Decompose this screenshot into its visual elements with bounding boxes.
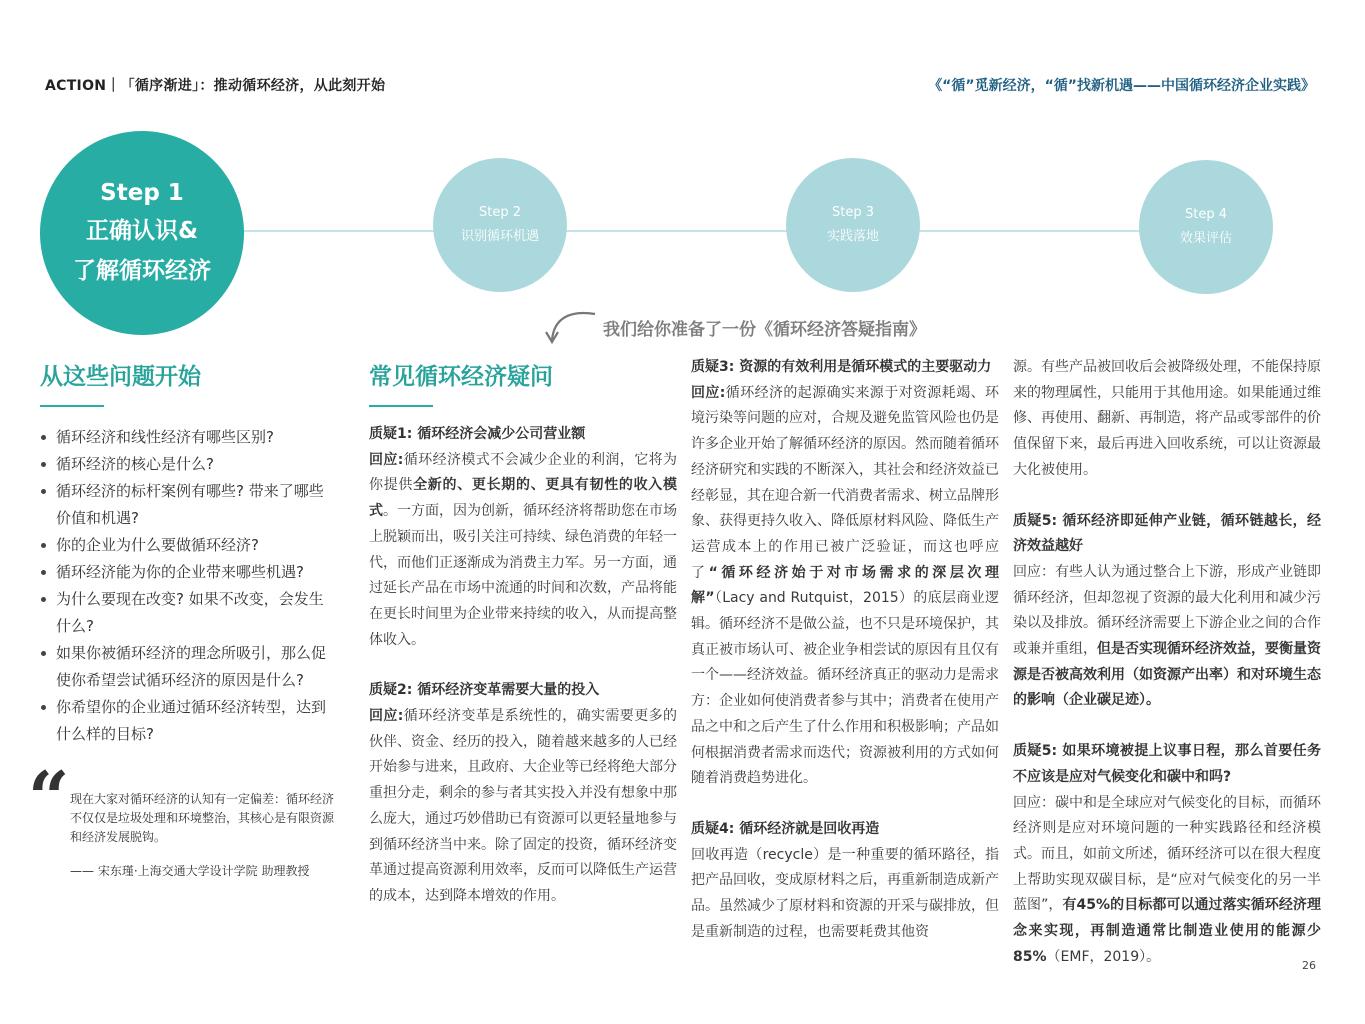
step-3-title: 实践落地 [826,229,879,244]
faq-title-underline [369,405,433,407]
faq-q3-answer-text1: 循环经济的起源确实来源于对资源耗竭、环境污染等问题的应对，合规及避免监管风险也仍是许多企业开始了解循环经济的原因。然而随着循环经济研究和实践的不断深入，其社会和经济效益已经彰显，其在迎合新一代消费者需求、树立品牌形象、获得更持久收入、降低原材料风险、降低生产运营成本上的作用已被广泛验证，而这也呼应了 [691,384,999,581]
list-item: 循环经济的标杆案例有哪些? 带来了哪些价值和机遇? [40,478,332,532]
step-2-label: Step 2 [478,205,521,220]
faq-q2-answer-prefix: 回应: [369,708,404,725]
faq-q6-answer-bold: 有45%的目标都可以通过落实循环经济理念来实现，再制造通常比制造业使用的能源少 85% [1013,897,1321,965]
faq-q3-answer [691,381,999,792]
faq-q1-answer [369,448,677,654]
page-number: 26 [1302,959,1316,972]
faq-column-1 [369,422,677,910]
step-3-label: Step 3 [831,205,874,220]
step-4-label: Step 4 [1184,207,1227,222]
step-2-title: 识别循环机遇 [460,229,539,244]
guide-callout: 我们给你准备了一份《循环经济答疑指南》 [603,320,926,340]
step-1-title-line1: 正确认识& [85,218,199,244]
faq-q5-answer [1013,560,1321,714]
faq-q5-answer-text: 回应：有些人认为通过整合上下游，形成产业链即循环经济，但却忽视了资源的最大化利用和减少污染以及排放。循环经济需要上下游企业之间的合作或兼并重组， [1013,563,1321,658]
step-1-title-line2: 了解循环经济 [73,258,211,284]
list-item: 循环经济的核心是什么? [40,451,332,478]
list-item: 为什么要现在改变? 如果不改变，会发生什么? [40,586,332,640]
faq-section-title: 常见循环经济疑问 [369,364,553,390]
quote-author: —— 宋东瑾·上海交通大学设计学院 助理教授 [70,864,310,878]
list-item: 如果你被循环经济的理念所吸引，那么促使你希望尝试循环经济的原因是什么? [40,640,332,694]
faq-q4-title: 质疑4: 循环经济就是回收再造 [691,820,880,837]
faq-q6-title: 质疑5: 如果环境被提上议事日程，那么首要任务不应该是应对气候变化和碳中和吗? [1013,743,1321,785]
faq-q6-answer [1013,791,1321,971]
faq-q3-answer-bold: “循环经济始于对市场需求的深层次理解” [691,564,999,607]
left-section-title: 从这些问题开始 [40,364,201,390]
faq-q5-answer-bold: 但是否实现循环经济效益，要衡量资源是否被高效利用（如资源产出率）和对环境生态的影响（企业碳足迹）。 [1013,641,1321,709]
faq-q1-answer-text2: 。一方面，因为创新，循环经济将帮助您在市场上脱颖而出，吸引关注可持续、绿色消费的年轻一代，而他们正逐渐成为消费主力军。另一方面，通过延长产品在市场中流通的时间和次数，产品将能在更长时间里为企业带来持续的收入，从而提高整体收入。 [369,503,677,648]
faq-q1-answer-bold: 全新的、更长期的、更具有韧性的收入模式 [369,477,678,520]
step-2-circle [433,158,567,292]
faq-q1-answer-text1: 循环经济模式不会减少企业的利润，它将为你提供 [369,451,677,494]
faq-column-2 [691,355,999,945]
step-4-title: 效果评估 [1179,231,1232,246]
step-4-circle [1139,160,1273,294]
faq-q4-answer-part2: 源。有些产品被回收后会被降级处理，不能保持原来的物理属性，只能用于其他用途。如果能通过维修、再使用、翻新、再制造，将产品或零部件的价值保留下来，最后再进入回收系统，可以让资源最大化被使用。 [1013,359,1321,478]
list-item: 你希望你的企业通过循环经济转型，达到什么样的目标? [40,694,332,748]
question-list [40,424,332,748]
faq-q1-title: 质疑1: 循环经济会减少公司营业额 [369,426,586,442]
curved-arrow-icon [540,306,600,346]
faq-q3-title: 质疑3: 资源的有效利用是循环模式的主要驱动力 [691,359,992,375]
faq-q2-title: 质疑2: 循环经济变革需要大量的投入 [369,682,600,699]
quote-text: 现在大家对循环经济的认知有一定偏差：循环经济不仅仅是垃圾处理和环境整治，其核心是有限资源和经济发展脱钩。 [70,792,335,844]
list-item: 循环经济和线性经济有哪些区别? [40,424,332,451]
faq-column-3 [1013,355,1321,970]
step-3-circle [786,158,920,292]
left-title-underline [40,405,104,407]
step-1-label: Step 1 [100,180,184,206]
faq-q2-answer-text: 循环经济变革是系统性的，确实需要更多的伙伴、资金、经历的投入，随着越来越多的人已经开始参与进来，且政府、大企业等已经将绝大部分重担分走，剩余的参与者其实投入并没有想象中那么庞大，通过巧妙借助已有资源可以更轻量地参与到循环经济当中来。除了固定的投资，循环经济变革通过提高资源利用效率，反而可以降低生产运营的成本，达到降本增效的作用。 [369,708,677,904]
step-1-circle [40,131,244,335]
faq-q5-title: 质疑5: 循环经济即延伸产业链，循环链越长，经济效益越好 [1013,512,1321,555]
faq-q1-answer-prefix: 回应: [369,451,404,468]
step-timeline-line [200,230,1270,232]
faq-q4-answer-part1: 回收再造（recycle）是一种重要的循环路径，指把产品回收，变成原材料之后，再重新制造成新产品。虽然减少了原材料和资源的开采与碳排放，但是重新制造的过程，也需要耗费其他资 [691,846,999,940]
quote-mark-icon: “ [28,755,70,840]
list-item: 你的企业为什么要做循环经济? [40,532,332,559]
header-section-label: ACTION｜「循序渐进」：推动循环经济，从此刻开始 [45,78,386,94]
faq-q6-answer-text2: （EMF，2019）。 [1046,948,1161,965]
faq-q3-answer-text2: （Lacy and Rutquist，2015）的底层商业逻辑。循环经济不是做公益，也不只是环境保护，其真正被市场认可、被企业争相尝试的原因有且仅有一个——经济效益。循环经济真正的驱动力是需求方：企业如何使消费者参与其中；消费者在使用产品之中和之后产生了什么作用和积极影响；产品如何根据消费者需求而迭代；资源被利用的方式如何随着消费趋势进化。 [691,590,1000,787]
faq-q3-answer-prefix: 回应: [691,384,726,401]
header-report-title: 《“循”觅新经济，“循”找新机遇——中国循环经济企业实践》 [928,78,1315,94]
faq-q6-answer-text1: 回应：碳中和是全球应对气候变化的目标，而循环经济则是应对环境问题的一种实践路径和经济模式。而且，如前文所述，循环经济可以在很大程度上帮助实现双碳目标，是“应对气候变化的另一半蓝图”， [1013,794,1321,914]
faq-q2-answer [369,704,677,910]
list-item: 循环经济能为你的企业带来哪些机遇? [40,559,332,586]
